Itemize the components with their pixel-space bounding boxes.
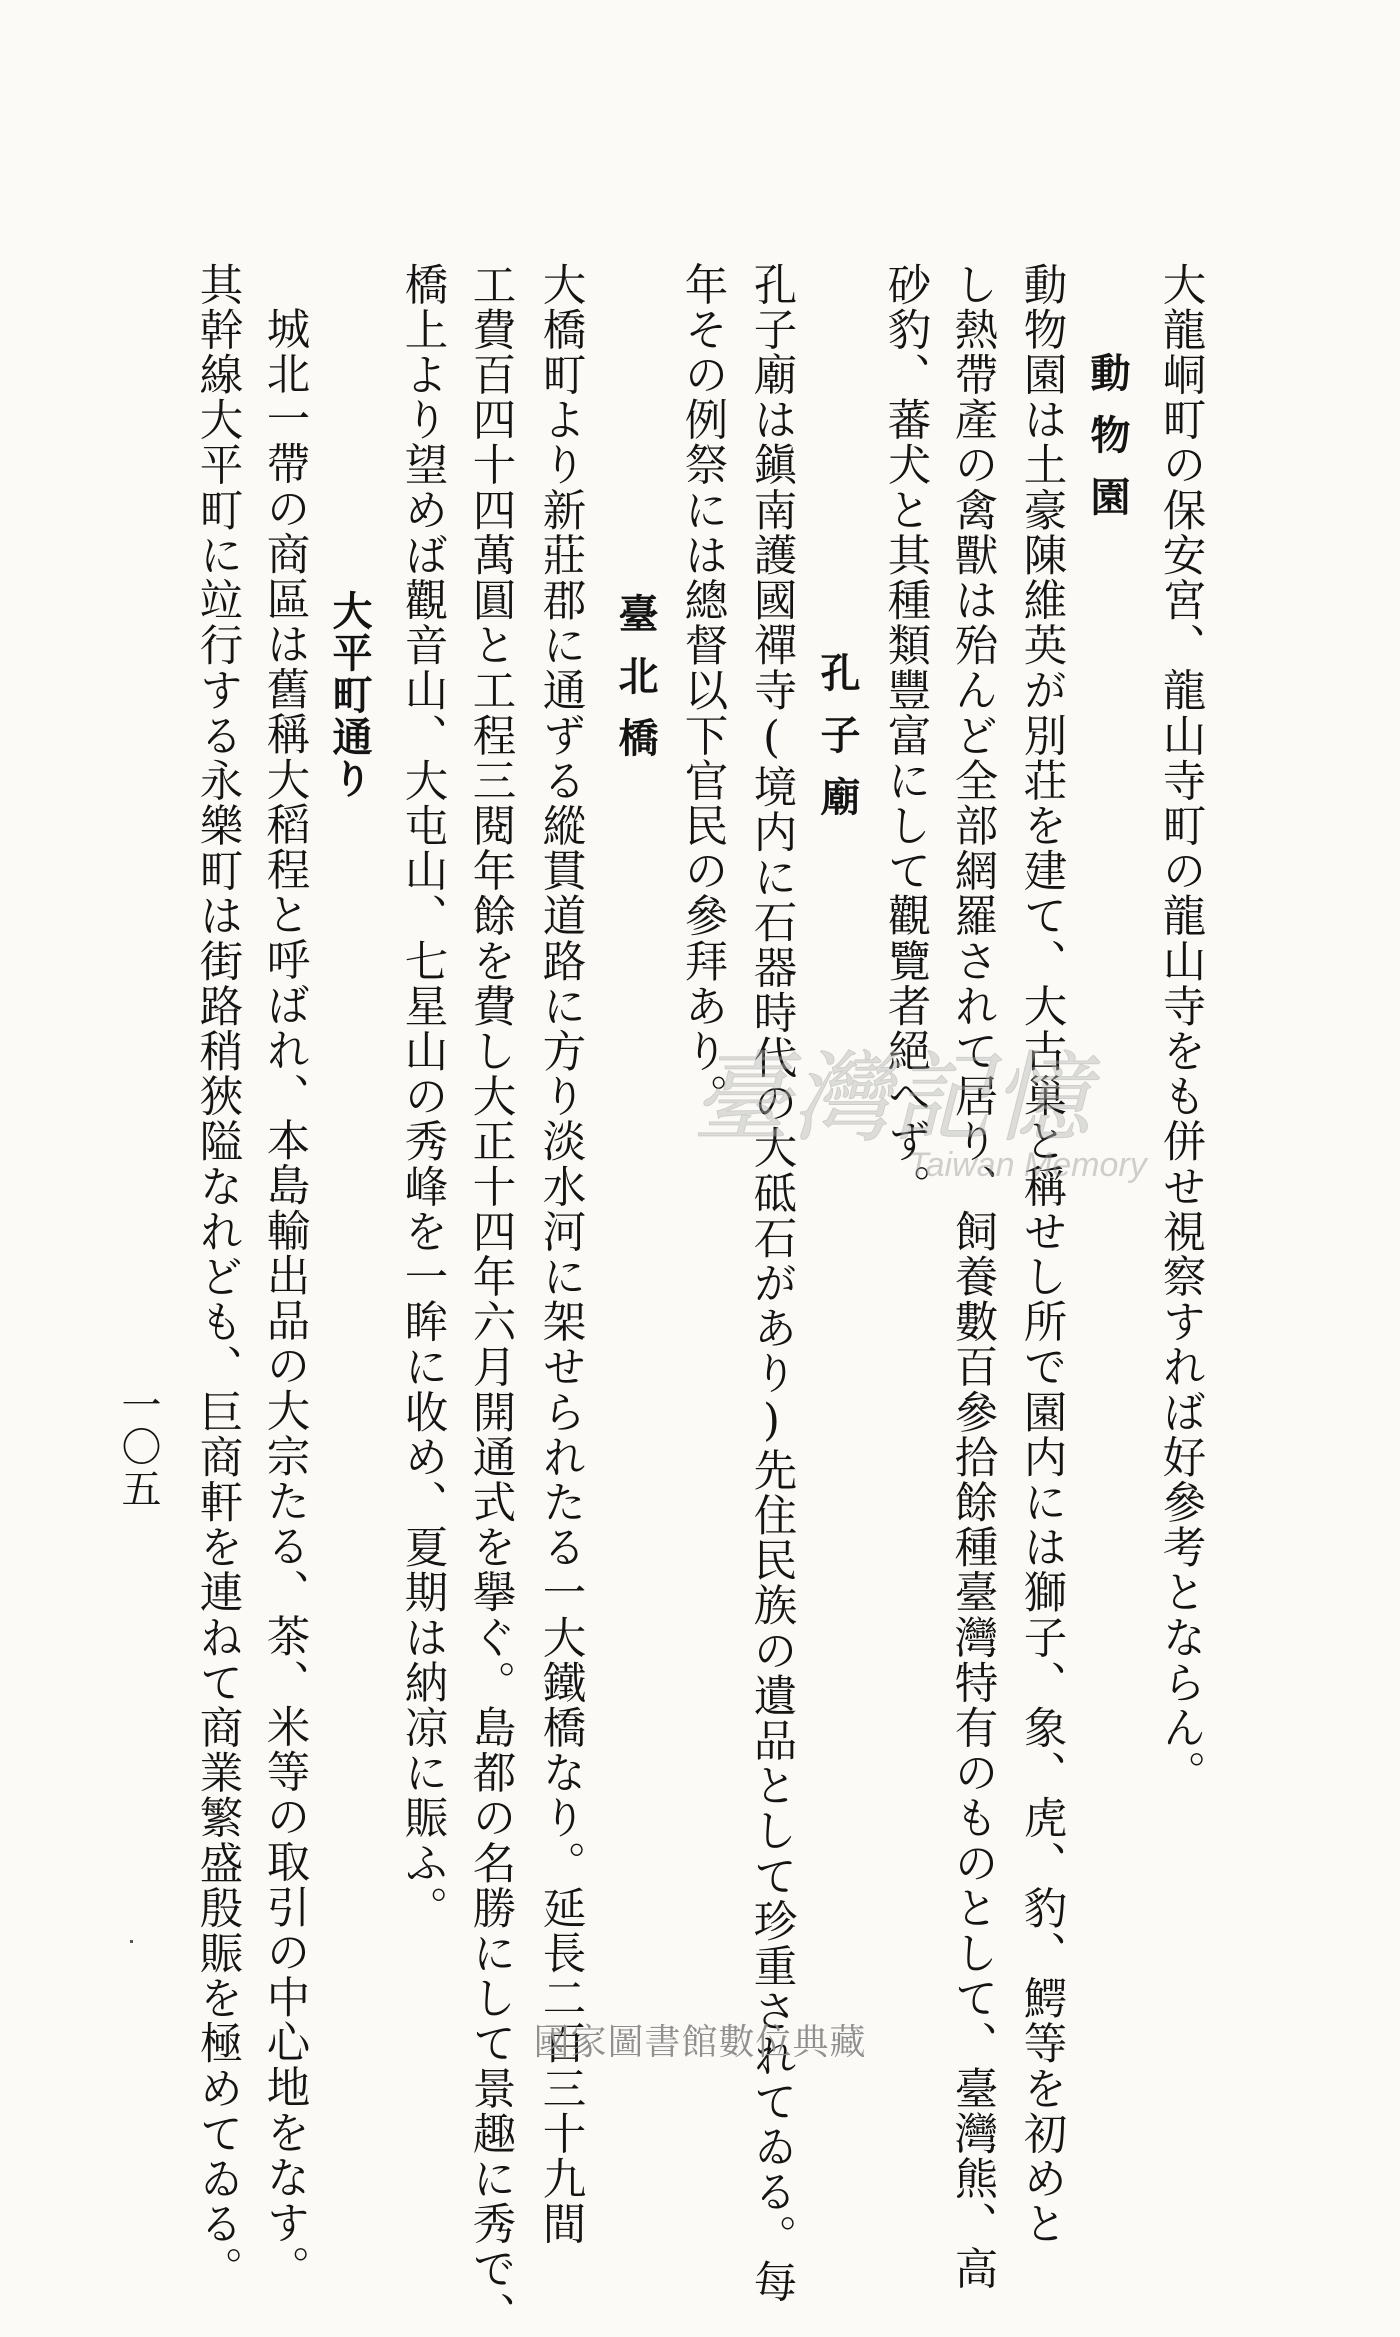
watermark-cjk-text: 臺灣記憶 (692, 1042, 1093, 1156)
watermark-en-text: Taiwan Memory (908, 1146, 1147, 1184)
stray-dot (130, 1940, 133, 1943)
text-column-2: 動物園は土豪陳維英が別荘を建て、大古巢と稱せし所で園内には獅子、象、虎、豹、鰐等を初めと (1016, 262, 1067, 2247)
heading-zoo: 動物園 (1084, 352, 1131, 538)
text-column-7: 大橋町より新莊郡に通ずる縱貫道路に方り淡水河に架せられたる一大鐵橋なり。延長二百三十九間 (535, 262, 586, 2247)
heading-taiheicho-street: 大平町通り (326, 590, 373, 800)
heading-taihoku-bridge: 臺北橋 (612, 593, 659, 779)
text-column-3: し熱帶產の禽獸は殆んど全部網羅されて居り、飼養數百參拾餘種臺灣特有のものとして、臺灣熊、高 (947, 262, 998, 2292)
heading-confucius-temple: 孔子廟 (814, 652, 861, 838)
text-column-4: 砂豹、蕃犬と其種類豐富にして觀覽者絕へず。 (880, 262, 931, 1210)
footer-credit: 國家圖書館數位典藏 (533, 2022, 867, 2063)
text-column-1: 大龍峒町の保安宮、龍山寺町の龍山寺をも併せ視察すれば好參考とならん。 (1155, 262, 1206, 1796)
text-column-11: 其幹線大平町に竝行する永樂町は街路稍狹隘なれども、巨商軒を連ねて商業繁盛殷賑を極めてゐる。 (192, 262, 243, 2292)
page-number: 一〇五 (115, 1384, 161, 1510)
text-column-6: 年その例祭には總督以下官民の參拜あり。 (677, 262, 728, 1119)
text-column-10: 城北一帶の商區は舊稱大稻程と呼ばれ、本島輸出品の大宗たる、茶、米等の取引の中心地をなす。 (259, 306, 310, 2291)
text-column-8: 工費百四十四萬圓と工程三閱年餘を費し大正十四年六月開通式を擧ぐ。島都の名勝にして景趣に秀で、 (465, 262, 516, 2337)
text-column-5: 孔子廟は鎭南護國禪寺(境内に石器時代の大砥石があり)先住民族の遺品として珍重されてゐる。每 (746, 262, 797, 2305)
text-column-9: 橋上より望めば觀音山、大屯山、七星山の秀峰を一眸に收め、夏期は納凉に賑ふ。 (397, 262, 448, 1931)
